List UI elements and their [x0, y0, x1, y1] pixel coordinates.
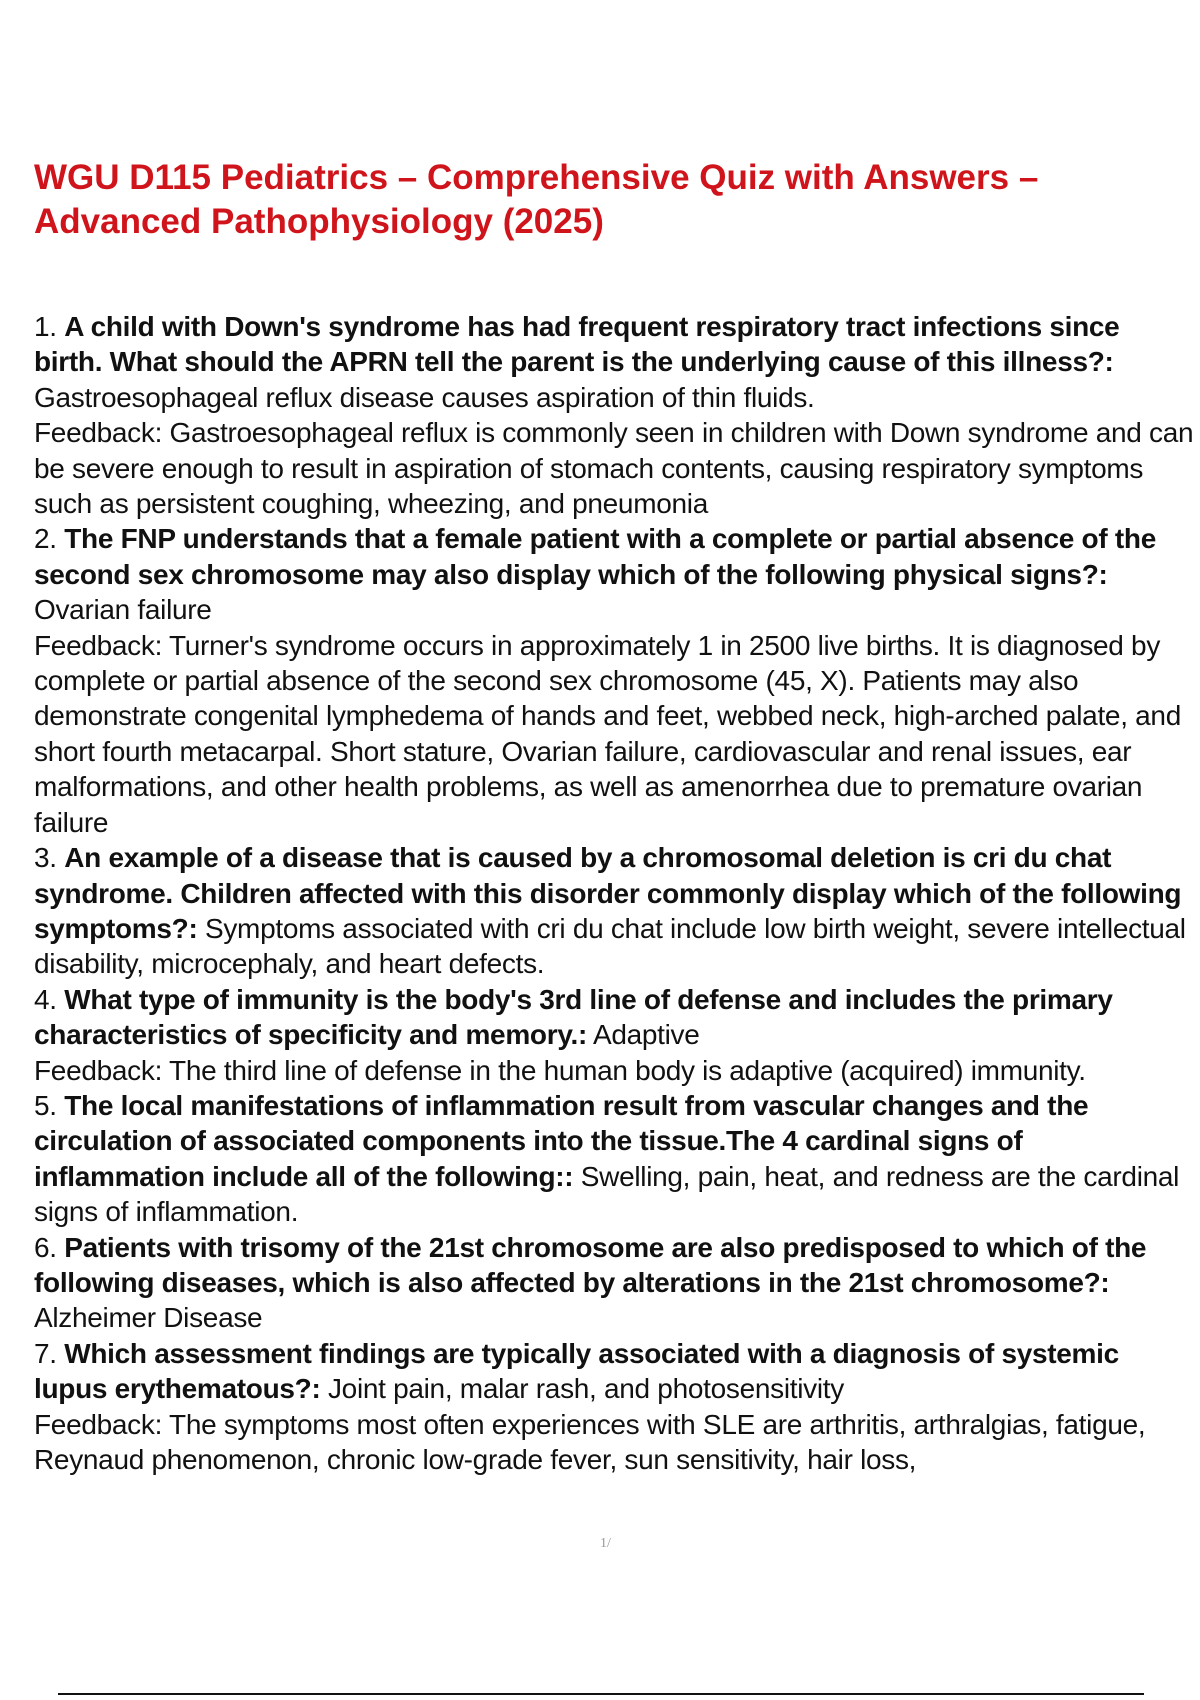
question-answer	[34, 309, 1194, 415]
footer-divider	[58, 1693, 1144, 1695]
question-number: 4.	[34, 983, 57, 1015]
answer-text: Adaptive	[592, 1019, 700, 1051]
quiz-item	[34, 1336, 1194, 1478]
answer-text: Alzheimer Disease	[34, 1302, 263, 1334]
question-number: 7.	[34, 1337, 57, 1369]
quiz-item	[34, 521, 1194, 840]
quiz-item	[34, 1088, 1194, 1230]
question-answer	[34, 840, 1194, 982]
answer-text: Gastroesophageal reflux disease causes aspiration of thin fluids.	[34, 381, 815, 413]
feedback-text: Feedback: Turner's syndrome occurs in approximately 1 in 2500 live births. It is diagnosed by complete or partial absence of the second sex chromosome (45, X). Patients may also demonstrate congenital lymphedema of hands and feet, webbed neck, high-arched palate, and short fourth metacarpal. Short stature, Ovarian failure, cardiovascular and renal issues, ear malformations, and other health problems, as well as amenorrhea due to premature ovarian failure	[34, 629, 1181, 838]
question-text: The FNP understands that a female patient with a complete or partial absence of the second sex chromosome may also display which of the following physical signs?:	[34, 523, 1156, 590]
question-text: What type of immunity is the body's 3rd line of defense and includes the primary characteristics of specificity and memory.:	[34, 983, 1113, 1051]
answer-text: Symptoms associated with cri du chat include low birth weight, severe intellectual disability, microcephaly, and heart defects.	[34, 912, 1186, 980]
feedback-text: Feedback: The third line of defense in the human body is adaptive (acquired) immunity.	[34, 1054, 1086, 1086]
feedback-text: Feedback: Gastroesophageal reflux is commonly seen in children with Down syndrome and can be severe enough to result in aspiration of stomach contents, causing respiratory symptoms such as persistent coughing, wheezing, and pneumonia	[34, 417, 1194, 520]
question-answer	[34, 1336, 1194, 1407]
quiz-content	[34, 309, 1194, 1477]
question-number: 6.	[34, 1231, 57, 1263]
page-number: 1/	[600, 1536, 611, 1551]
question-text: An example of a disease that is caused by a chromosomal deletion is cri du chat syndrome. Children affected with this disorder commonly display which of the following symptoms?:	[34, 842, 1182, 944]
quiz-item	[34, 982, 1194, 1088]
quiz-item	[34, 840, 1194, 982]
answer-text: Ovarian failure	[34, 594, 212, 626]
question-text: Patients with trisomy of the 21st chromosome are also predisposed to which of the following diseases, which is also affected by alterations in the 21st chromosome?:	[34, 1231, 1147, 1298]
question-text: A child with Down's syndrome has had frequent respiratory tract infections since birth. What should the APRN tell the parent is the underlying cause of this illness?:	[34, 311, 1120, 378]
answer-text: Joint pain, malar rash, and photosensitivity	[327, 1373, 844, 1405]
question-answer	[34, 982, 1194, 1053]
feedback-text: Feedback: The symptoms most often experiences with SLE are arthritis, arthralgias, fatigue, Reynaud phenomenon, chronic low-grade fever, sun sensitivity, hair loss,	[34, 1408, 1146, 1475]
document-title: WGU D115 Pediatrics – Comprehensive Quiz with Answers – Advanced Pathophysiology (2025)	[34, 158, 1039, 241]
question-text: Which assessment findings are typically associated with a diagnosis of systemic lupus erythematous?:	[34, 1337, 1119, 1405]
question-answer	[34, 521, 1194, 627]
question-number: 5.	[34, 1089, 57, 1121]
question-answer	[34, 1088, 1194, 1230]
quiz-item	[34, 309, 1194, 521]
question-number: 1.	[34, 311, 57, 342]
answer-text: Swelling, pain, heat, and redness are the cardinal signs of inflammation.	[34, 1160, 1180, 1228]
question-number: 2.	[34, 523, 57, 555]
quiz-item	[34, 1230, 1194, 1336]
question-text: The local manifestations of inflammation result from vascular changes and the circulation of associated components into the tissue.The 4 cardinal signs of inflammation include all of the following::	[34, 1089, 1089, 1192]
question-number: 3.	[34, 842, 57, 874]
question-answer	[34, 1230, 1194, 1336]
